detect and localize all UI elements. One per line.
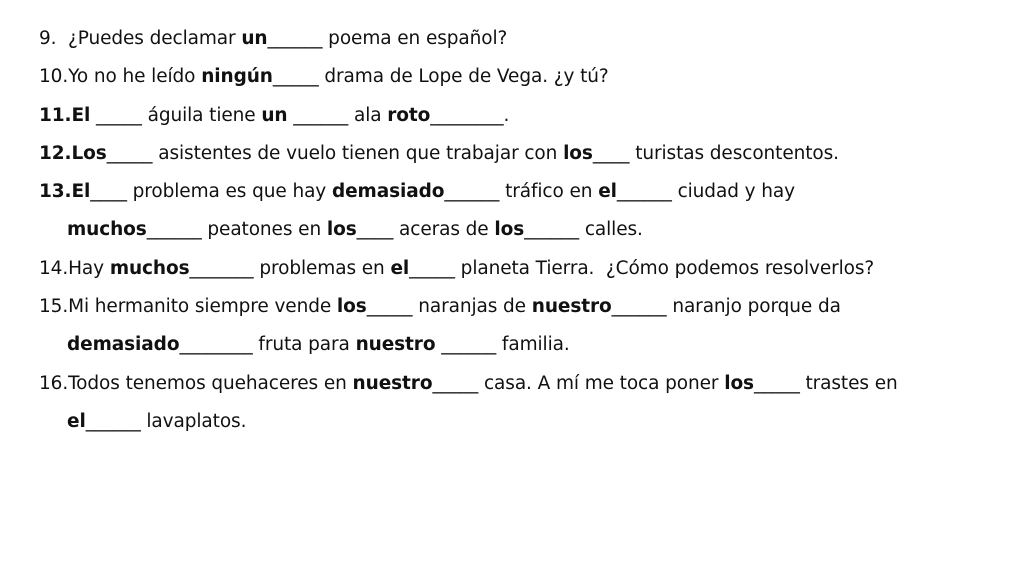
- exercise-number: 10.: [39, 66, 69, 88]
- exercise-list: [39, 26, 999, 447]
- sentence-text: _____ asistentes de vuelo tienen que trabajar con: [106, 142, 564, 164]
- answer-word: muchos: [67, 219, 147, 241]
- sentence-text: ______ poema en español?: [267, 28, 508, 49]
- exercise-line: [39, 103, 999, 141]
- sentence-text: ______ familia.: [435, 334, 570, 356]
- answer-word: un: [241, 28, 268, 49]
- answer-word: el: [390, 257, 410, 279]
- sentence-text: _____ casa. A mí me toca poner: [432, 372, 725, 394]
- answer-word: muchos: [109, 257, 190, 279]
- sentence-text: ______ lavaplatos.: [85, 410, 247, 432]
- answer-word: nuestro: [352, 372, 433, 394]
- answer-word: un: [261, 104, 288, 126]
- sentence-text: ________ fruta para: [179, 334, 356, 356]
- answer-word: El: [71, 104, 91, 126]
- sentence-text: ______ ciudad y hay: [616, 181, 795, 203]
- exercise-line-continuation: [39, 409, 999, 447]
- answer-word: roto: [387, 104, 431, 126]
- sentence-text: ______ naranjo porque da: [611, 296, 841, 318]
- exercise-line: [39, 256, 999, 294]
- answer-word: nuestro: [355, 334, 436, 356]
- sentence-text: _____ águila tiene: [90, 104, 262, 126]
- answer-word: demasiado: [331, 181, 445, 203]
- exercise-number: 9.: [39, 28, 57, 49]
- sentence-text: ______ calles.: [524, 219, 643, 241]
- answer-word: El: [71, 181, 91, 203]
- exercise-line: [39, 179, 999, 217]
- exercise-number: 12.: [39, 142, 72, 164]
- exercise-line-continuation: [39, 332, 999, 370]
- sentence-text: ______ peatones en: [146, 219, 327, 241]
- answer-word: ningún: [201, 66, 273, 88]
- answer-word: demasiado: [67, 334, 180, 356]
- sentence-text: _____ trastes en: [753, 372, 898, 394]
- sentence-text: _______ problemas en: [189, 257, 391, 279]
- exercise-line: [39, 371, 999, 409]
- sentence-text: Hay: [68, 257, 110, 279]
- sentence-text: _____ naranjas de: [366, 296, 532, 318]
- answer-word: el: [598, 181, 617, 203]
- sentence-text: ____ turistas descontentos.: [592, 142, 839, 164]
- sentence-text: _____ planeta Tierra. ¿Cómo podemos resolverlos?: [409, 257, 875, 279]
- sentence-text: ____ aceras de: [356, 219, 495, 241]
- exercise-number: 15.: [39, 296, 69, 318]
- sentence-text: Mi hermanito siempre vende: [68, 296, 337, 318]
- sentence-text: Todos tenemos quehaceres en: [68, 372, 353, 394]
- answer-word: nuestro: [531, 296, 612, 318]
- sentence-text: _____ drama de Lope de Vega. ¿y tú?: [272, 66, 609, 88]
- answer-word: los: [336, 296, 367, 318]
- sentence-text: ________.: [430, 104, 510, 126]
- answer-word: los: [563, 142, 593, 164]
- answer-word: los: [494, 219, 525, 241]
- sentence-text: Yo no he leído: [68, 66, 202, 88]
- exercise-line: [39, 64, 999, 102]
- exercise-line: [39, 141, 999, 179]
- exercise-number: 13.: [39, 181, 72, 203]
- exercise-number: 14.: [39, 257, 69, 279]
- exercise-line: [39, 294, 999, 332]
- exercise-line-continuation: [39, 217, 999, 255]
- answer-word: el: [67, 410, 86, 432]
- exercise-number: 11.: [39, 104, 72, 126]
- sentence-text: ______ tráfico en: [444, 181, 599, 203]
- sentence-text: ______ ala: [287, 104, 388, 126]
- exercise-line: [39, 26, 999, 64]
- exercise-number: 16.: [39, 372, 69, 394]
- answer-word: los: [724, 372, 754, 394]
- answer-word: los: [326, 219, 357, 241]
- sentence-text: ¿Puedes declamar: [56, 28, 242, 49]
- sentence-text: ____ problema es que hay: [90, 181, 332, 203]
- answer-word: Los: [71, 142, 107, 164]
